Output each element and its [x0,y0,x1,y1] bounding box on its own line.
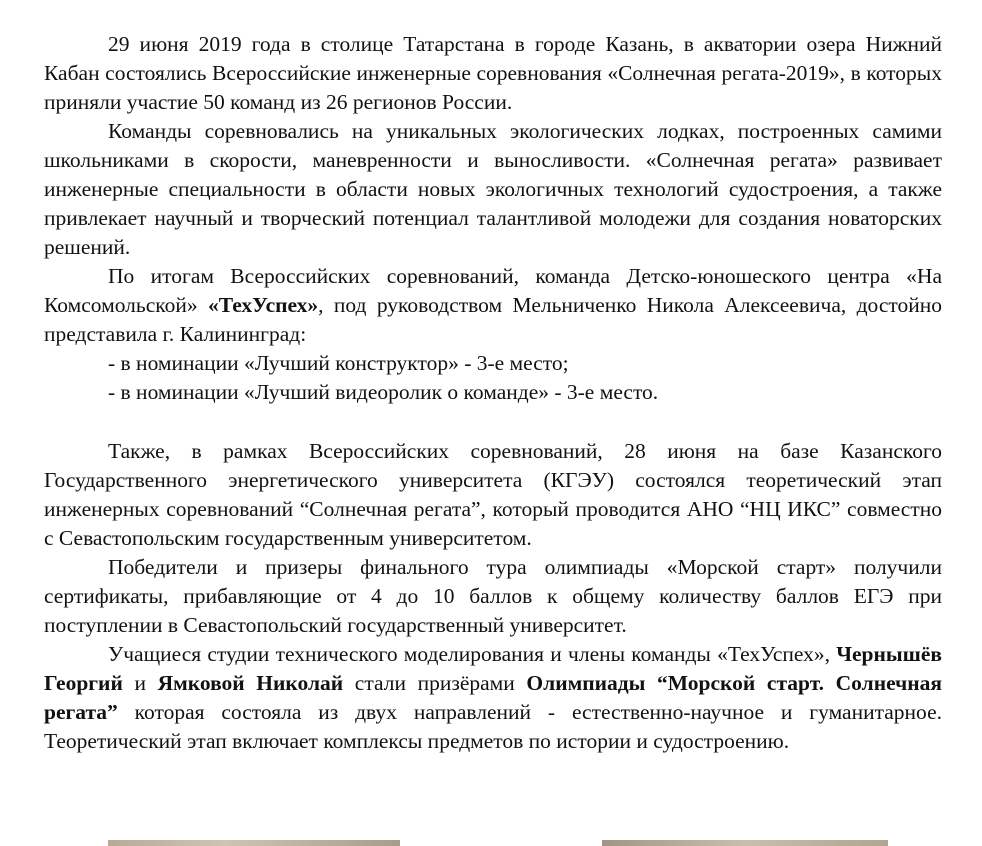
students-text-c: стали призёрами [343,671,527,695]
paragraph-gap [44,407,942,437]
olympiad-name: Олимпиады “Морской старт. Солнечная регата” [44,671,942,724]
results-text-a: По итогам Всероссийских соревнований, команда Детско-юношеского центра «На Комсомольской» [44,264,942,317]
list-item-constructor: - в номинации «Лучший конструктор» - 3-е место; [108,351,569,375]
paragraph-results [44,262,942,349]
students-text-b: и [122,671,158,695]
students-text-d: которая состояла из двух направлений - естественно-научное и гуманитарное. Теоретический этап включает комплексы предметов по истории и судостроению. [44,700,942,753]
student-name-1: Чернышёв Георгий [44,642,942,695]
photo-left [108,840,400,846]
paragraph-theoretical-stage: Также, в рамках Всероссийских соревнований, 28 июня на базе Казанского Государственного энергетического университета (КГЭУ) состоялся теоретический этап инженерных соревнований “Солнечная регата”, который проводится АНО “НЦ ИКС” совместно с Севастопольским государственным университетом. [44,439,942,550]
team-name: «ТехУспех» [207,293,319,317]
results-text-b: , под руководством Мельниченко Никола Алексеевича, достойно представила г. Калининград: [44,293,942,346]
document-body [44,30,942,756]
photo-right [602,840,888,846]
student-name-2: Ямковой Николай [157,671,344,695]
list-item-video: - в номинации «Лучший видеоролик о команде» - 3-е место. [108,380,659,404]
students-text-a: Учащиеся студии технического моделирования и члены команды «ТехУспех», [108,642,837,666]
paragraph-winners: Победители и призеры финального тура олимпиады «Морской старт» получили сертификаты, прибавляющие от 4 до 10 баллов к общему количеству баллов ЕГЭ при поступлении в Севастопольский государственный университет. [44,555,942,637]
paragraph-regatta-intro: 29 июня 2019 года в столице Татарстана в городе Казань, в акватории озера Нижний Кабан состоялись Всероссийские инженерные соревнования «Солнечная регата-2019», в которых приняли участие 50 команд из 26 регионов России. [44,32,942,114]
paragraph-boats: Команды соревновались на уникальных экологических лодках, построенных самими школьниками в скорости, маневренности и выносливости. «Солнечная регата» развивает инженерные специальности в области новых экологичных технологий судостроения, а также привлекает научный и творческий потенциал талантливой молодежи для создания новаторских решений. [44,119,942,259]
paragraph-students [44,640,942,756]
